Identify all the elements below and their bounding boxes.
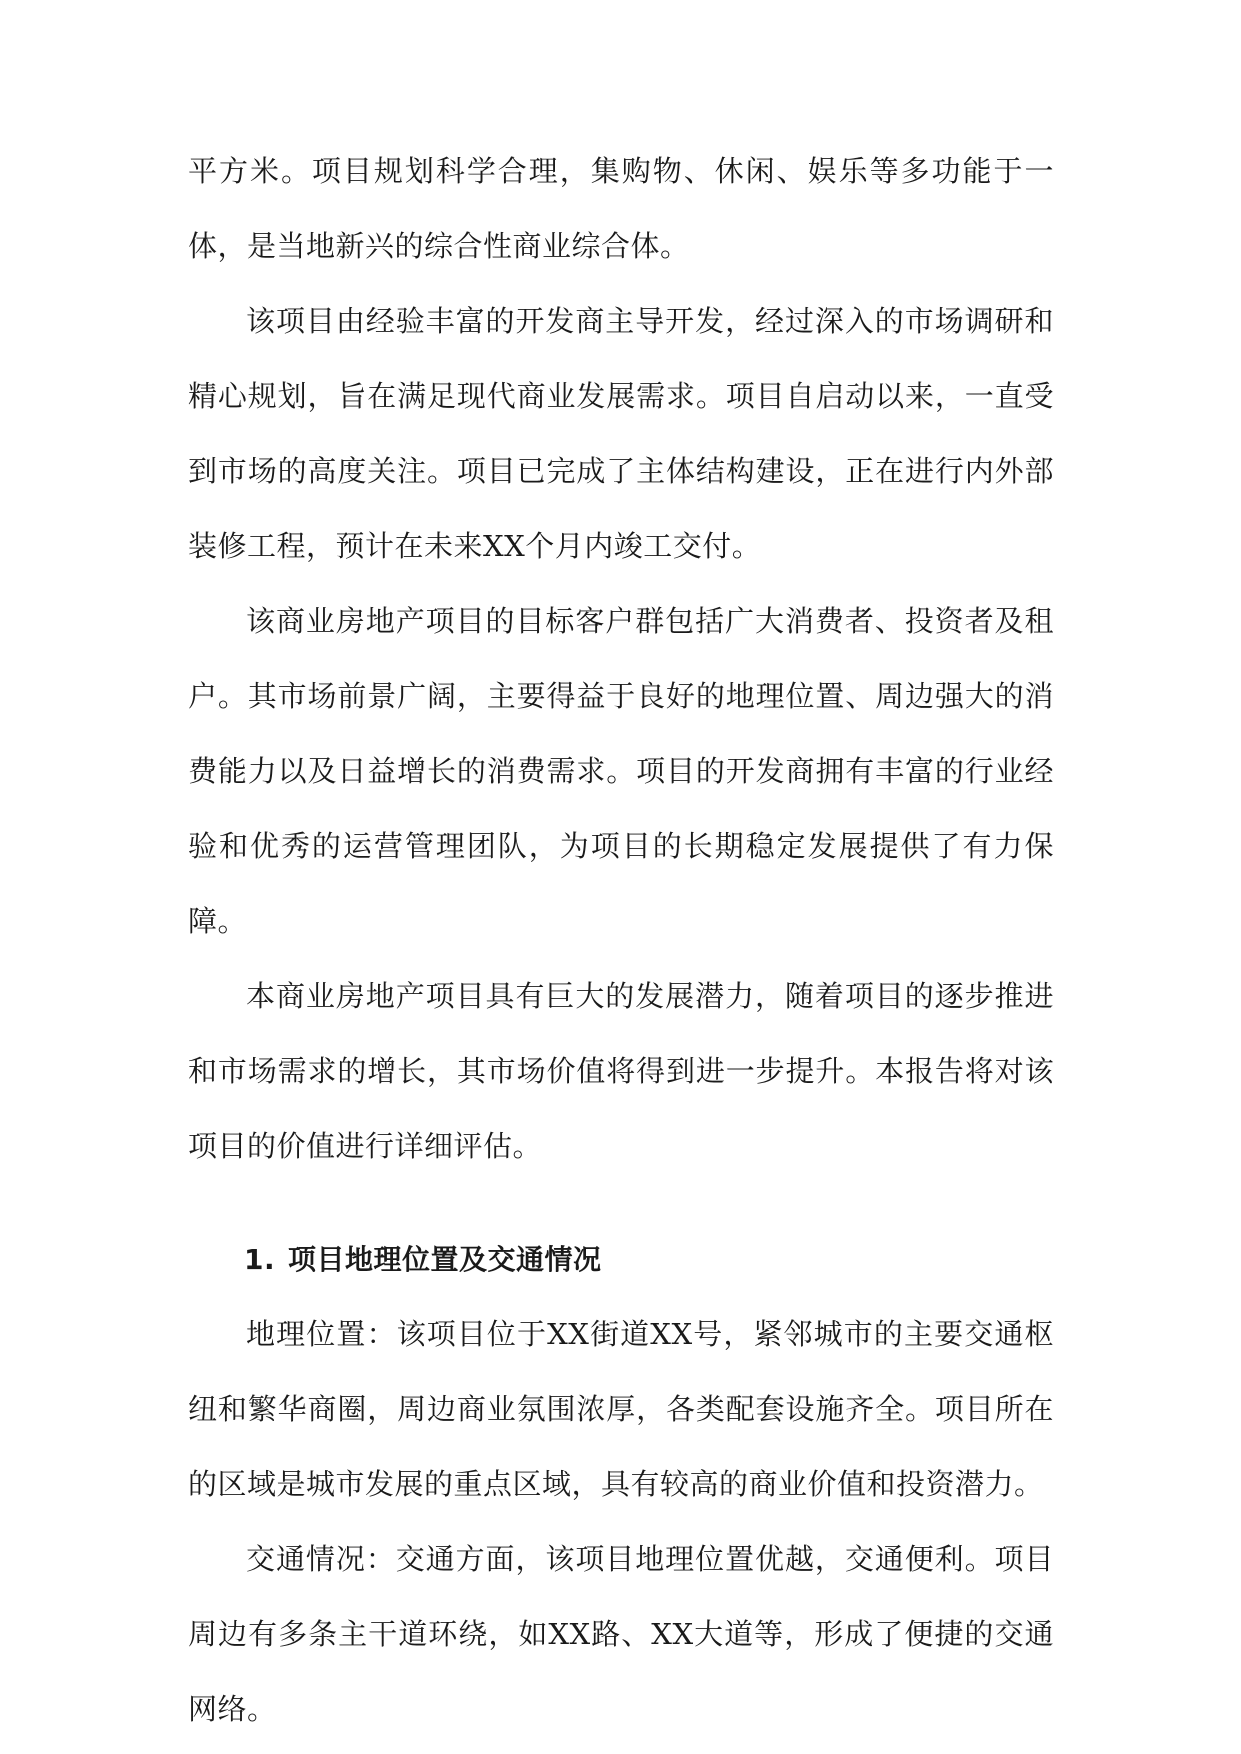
- paragraph-traffic: 交通情况：交通方面，该项目地理位置优越，交通便利。项目周边有多条主干道环绕，如XX路、XX大道等，形成了便捷的交通网络。: [188, 1542, 1054, 1726]
- section-heading: [188, 1222, 1054, 1297]
- section-number: 1.: [244, 1243, 276, 1276]
- paragraph-potential: 本商业房地产项目具有巨大的发展潜力，随着项目的逐步推进和市场需求的增长，其市场价值将得到进一步提升。本报告将对该项目的价值进行详细评估。: [188, 979, 1054, 1163]
- paragraph-developer: 该项目由经验丰富的开发商主导开发，经过深入的市场调研和精心规划，旨在满足现代商业发展需求。项目自启动以来，一直受到市场的高度关注。项目已完成了主体结构建设，正在进行内外部装修工程，预计在未来XX个月内竣工交付。: [188, 304, 1054, 563]
- document-body: [188, 134, 1054, 1747]
- paragraph-location: 地理位置：该项目位于XX街道XX号，紧邻城市的主要交通枢纽和繁华商圈，周边商业氛围浓厚，各类配套设施齐全。项目所在的区域是城市发展的重点区域，具有较高的商业价值和投资潜力。: [188, 1317, 1054, 1501]
- section-title: 项目地理位置及交通情况: [288, 1243, 602, 1276]
- paragraph-target-customers: 该商业房地产项目的目标客户群包括广大消费者、投资者及租户。其市场前景广阔，主要得益于良好的地理位置、周边强大的消费能力以及日益增长的消费需求。项目的开发商拥有丰富的行业经验和优秀的运营管理团队，为项目的长期稳定发展提供了有力保障。: [188, 604, 1054, 938]
- paragraph-continued: 平方米。项目规划科学合理，集购物、休闲、娱乐等多功能于一体，是当地新兴的综合性商业综合体。: [188, 154, 1054, 263]
